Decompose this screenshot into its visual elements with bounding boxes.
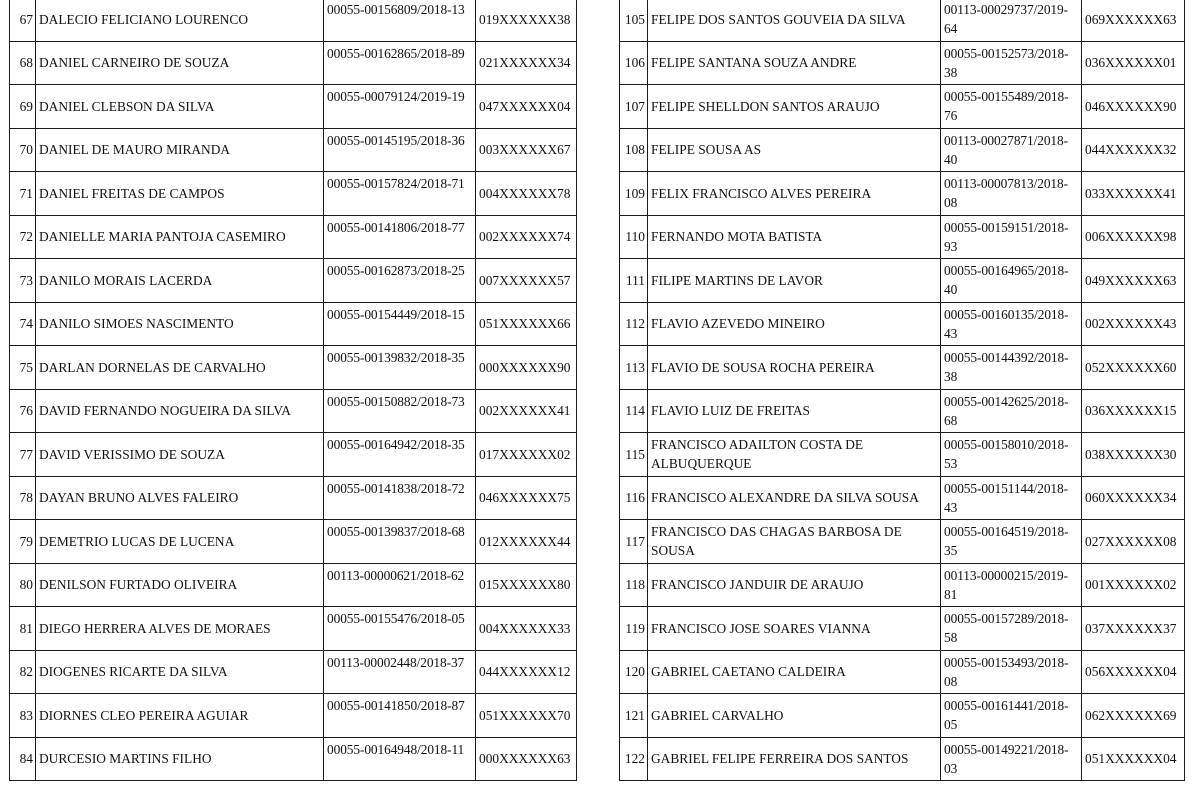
process-number-cell: 00055-00142625/2018-68 xyxy=(941,389,1082,433)
candidate-name-cell: FLAVIO AZEVEDO MINEIRO xyxy=(648,302,941,346)
candidate-name-cell: DANIEL CARNEIRO DE SOUZA xyxy=(36,41,324,85)
row-number-cell: 72 xyxy=(10,215,36,259)
process-number-cell: 00055-00160135/2018-43 xyxy=(941,302,1082,346)
table-row xyxy=(10,0,577,41)
table-row xyxy=(620,607,1185,651)
table-row xyxy=(10,520,577,564)
masked-cpf-cell: 004XXXXXX78 xyxy=(476,172,577,216)
process-number-cell: 00055-00141838/2018-72 xyxy=(324,476,476,520)
table-row xyxy=(620,563,1185,607)
candidate-name-cell: DIEGO HERRERA ALVES DE MORAES xyxy=(36,607,324,651)
masked-cpf-cell: 060XXXXXX34 xyxy=(1082,476,1185,520)
candidate-table-left-body xyxy=(10,0,577,781)
row-number-cell: 70 xyxy=(10,128,36,172)
row-number-cell: 68 xyxy=(10,41,36,85)
candidate-name-cell: FILIPE MARTINS DE LAVOR xyxy=(648,259,941,303)
table-row xyxy=(10,128,577,172)
masked-cpf-cell: 037XXXXXX37 xyxy=(1082,607,1185,651)
process-number-cell: 00055-00154449/2018-15 xyxy=(324,302,476,346)
process-number-cell: 00055-00153493/2018-08 xyxy=(941,650,1082,694)
table-row xyxy=(620,694,1185,738)
candidate-name-cell: FELIX FRANCISCO ALVES PEREIRA xyxy=(648,172,941,216)
table-row xyxy=(620,302,1185,346)
row-number-cell: 69 xyxy=(10,85,36,129)
process-number-cell: 00055-00079124/2019-19 xyxy=(324,85,476,129)
process-number-cell: 00055-00155489/2018-76 xyxy=(941,85,1082,129)
candidate-name-cell: GABRIEL FELIPE FERREIRA DOS SANTOS xyxy=(648,737,941,781)
table-row xyxy=(620,433,1185,477)
masked-cpf-cell: 033XXXXXX41 xyxy=(1082,172,1185,216)
table-row xyxy=(10,41,577,85)
candidate-name-cell: DANILO SIMOES NASCIMENTO xyxy=(36,302,324,346)
candidate-name-cell: DANIEL FREITAS DE CAMPOS xyxy=(36,172,324,216)
masked-cpf-cell: 052XXXXXX60 xyxy=(1082,346,1185,390)
process-number-cell: 00055-00162865/2018-89 xyxy=(324,41,476,85)
process-number-cell: 00113-00002448/2018-37 xyxy=(324,650,476,694)
masked-cpf-cell: 000XXXXXX63 xyxy=(476,737,577,781)
candidate-name-cell: FRANCISCO ADAILTON COSTA DE ALBUQUERQUE xyxy=(648,433,941,477)
candidate-name-cell: FELIPE SHELLDON SANTOS ARAUJO xyxy=(648,85,941,129)
row-number-cell: 105 xyxy=(620,0,648,41)
row-number-cell: 76 xyxy=(10,389,36,433)
table-row xyxy=(620,259,1185,303)
masked-cpf-cell: 027XXXXXX08 xyxy=(1082,520,1185,564)
process-number-cell: 00113-00000621/2018-62 xyxy=(324,563,476,607)
table-row xyxy=(620,346,1185,390)
row-number-cell: 118 xyxy=(620,563,648,607)
table-row xyxy=(620,215,1185,259)
candidate-name-cell: DANILO MORAIS LACERDA xyxy=(36,259,324,303)
table-row xyxy=(10,694,577,738)
table-row xyxy=(620,128,1185,172)
masked-cpf-cell: 049XXXXXX63 xyxy=(1082,259,1185,303)
row-number-cell: 106 xyxy=(620,41,648,85)
row-number-cell: 83 xyxy=(10,694,36,738)
process-number-cell: 00055-00139837/2018-68 xyxy=(324,520,476,564)
process-number-cell: 00055-00151144/2018-43 xyxy=(941,476,1082,520)
masked-cpf-cell: 001XXXXXX02 xyxy=(1082,563,1185,607)
masked-cpf-cell: 019XXXXXX38 xyxy=(476,0,577,41)
table-row xyxy=(620,172,1185,216)
process-number-cell: 00055-00152573/2018-38 xyxy=(941,41,1082,85)
masked-cpf-cell: 002XXXXXX74 xyxy=(476,215,577,259)
masked-cpf-cell: 017XXXXXX02 xyxy=(476,433,577,477)
row-number-cell: 109 xyxy=(620,172,648,216)
process-number-cell: 00055-00157289/2018-58 xyxy=(941,607,1082,651)
candidate-table-right xyxy=(619,0,1185,781)
row-number-cell: 74 xyxy=(10,302,36,346)
candidate-name-cell: DURCESIO MARTINS FILHO xyxy=(36,737,324,781)
process-number-cell: 00113-00000215/2019-81 xyxy=(941,563,1082,607)
row-number-cell: 77 xyxy=(10,433,36,477)
table-row xyxy=(10,563,577,607)
row-number-cell: 73 xyxy=(10,259,36,303)
candidate-table-right-body xyxy=(620,0,1185,781)
process-number-cell: 00055-00139832/2018-35 xyxy=(324,346,476,390)
masked-cpf-cell: 062XXXXXX69 xyxy=(1082,694,1185,738)
process-number-cell: 00055-00150882/2018-73 xyxy=(324,389,476,433)
row-number-cell: 117 xyxy=(620,520,648,564)
table-row xyxy=(10,650,577,694)
process-number-cell: 00055-00164948/2018-11 xyxy=(324,737,476,781)
table-row xyxy=(10,389,577,433)
candidate-name-cell: DIORNES CLEO PEREIRA AGUIAR xyxy=(36,694,324,738)
table-row xyxy=(10,302,577,346)
masked-cpf-cell: 015XXXXXX80 xyxy=(476,563,577,607)
row-number-cell: 107 xyxy=(620,85,648,129)
candidate-name-cell: FELIPE SOUSA AS xyxy=(648,128,941,172)
table-row xyxy=(10,476,577,520)
candidate-name-cell: DIOGENES RICARTE DA SILVA xyxy=(36,650,324,694)
masked-cpf-cell: 002XXXXXX41 xyxy=(476,389,577,433)
table-row xyxy=(10,433,577,477)
process-number-cell: 00055-00145195/2018-36 xyxy=(324,128,476,172)
candidate-name-cell: FRANCISCO JOSE SOARES VIANNA xyxy=(648,607,941,651)
row-number-cell: 114 xyxy=(620,389,648,433)
candidate-name-cell: DEMETRIO LUCAS DE LUCENA xyxy=(36,520,324,564)
candidate-name-cell: FELIPE DOS SANTOS GOUVEIA DA SILVA xyxy=(648,0,941,41)
row-number-cell: 84 xyxy=(10,737,36,781)
masked-cpf-cell: 007XXXXXX57 xyxy=(476,259,577,303)
masked-cpf-cell: 036XXXXXX01 xyxy=(1082,41,1185,85)
process-number-cell: 00055-00158010/2018-53 xyxy=(941,433,1082,477)
candidate-name-cell: DENILSON FURTADO OLIVEIRA xyxy=(36,563,324,607)
candidate-name-cell: FLAVIO LUIZ DE FREITAS xyxy=(648,389,941,433)
masked-cpf-cell: 046XXXXXX75 xyxy=(476,476,577,520)
table-row xyxy=(10,346,577,390)
masked-cpf-cell: 000XXXXXX90 xyxy=(476,346,577,390)
process-number-cell: 00055-00141806/2018-77 xyxy=(324,215,476,259)
masked-cpf-cell: 006XXXXXX98 xyxy=(1082,215,1185,259)
row-number-cell: 110 xyxy=(620,215,648,259)
candidate-name-cell: DANIELLE MARIA PANTOJA CASEMIRO xyxy=(36,215,324,259)
masked-cpf-cell: 051XXXXXX66 xyxy=(476,302,577,346)
table-row xyxy=(620,650,1185,694)
masked-cpf-cell: 036XXXXXX15 xyxy=(1082,389,1185,433)
row-number-cell: 78 xyxy=(10,476,36,520)
candidate-name-cell: FELIPE SANTANA SOUZA ANDRE xyxy=(648,41,941,85)
process-number-cell: 00055-00157824/2018-71 xyxy=(324,172,476,216)
candidate-name-cell: FRANCISCO DAS CHAGAS BARBOSA DE SOUSA xyxy=(648,520,941,564)
candidate-name-cell: DARLAN DORNELAS DE CARVALHO xyxy=(36,346,324,390)
masked-cpf-cell: 069XXXXXX63 xyxy=(1082,0,1185,41)
candidate-name-cell: DAVID FERNANDO NOGUEIRA DA SILVA xyxy=(36,389,324,433)
row-number-cell: 116 xyxy=(620,476,648,520)
row-number-cell: 82 xyxy=(10,650,36,694)
table-row xyxy=(10,85,577,129)
row-number-cell: 80 xyxy=(10,563,36,607)
process-number-cell: 00055-00161441/2018-05 xyxy=(941,694,1082,738)
candidate-name-cell: DALECIO FELICIANO LOURENCO xyxy=(36,0,324,41)
process-number-cell: 00055-00164965/2018-40 xyxy=(941,259,1082,303)
masked-cpf-cell: 044XXXXXX12 xyxy=(476,650,577,694)
table-row xyxy=(620,520,1185,564)
process-number-cell: 00055-00164942/2018-35 xyxy=(324,433,476,477)
process-number-cell: 00055-00156809/2018-13 xyxy=(324,0,476,41)
masked-cpf-cell: 038XXXXXX30 xyxy=(1082,433,1185,477)
table-row xyxy=(620,476,1185,520)
process-number-cell: 00055-00144392/2018-38 xyxy=(941,346,1082,390)
candidate-name-cell: DANIEL CLEBSON DA SILVA xyxy=(36,85,324,129)
table-row xyxy=(10,172,577,216)
row-number-cell: 119 xyxy=(620,607,648,651)
masked-cpf-cell: 044XXXXXX32 xyxy=(1082,128,1185,172)
row-number-cell: 71 xyxy=(10,172,36,216)
row-number-cell: 115 xyxy=(620,433,648,477)
row-number-cell: 108 xyxy=(620,128,648,172)
table-row xyxy=(10,737,577,781)
table-row xyxy=(620,41,1185,85)
process-number-cell: 00113-00027871/2018-40 xyxy=(941,128,1082,172)
process-number-cell: 00055-00164519/2018-35 xyxy=(941,520,1082,564)
table-row xyxy=(10,607,577,651)
table-row xyxy=(620,0,1185,41)
row-number-cell: 122 xyxy=(620,737,648,781)
candidate-name-cell: GABRIEL CAETANO CALDEIRA xyxy=(648,650,941,694)
process-number-cell: 00113-00007813/2018-08 xyxy=(941,172,1082,216)
candidate-name-cell: FERNANDO MOTA BATISTA xyxy=(648,215,941,259)
table-row xyxy=(620,85,1185,129)
process-number-cell: 00055-00155476/2018-05 xyxy=(324,607,476,651)
row-number-cell: 121 xyxy=(620,694,648,738)
masked-cpf-cell: 002XXXXXX43 xyxy=(1082,302,1185,346)
masked-cpf-cell: 056XXXXXX04 xyxy=(1082,650,1185,694)
masked-cpf-cell: 012XXXXXX44 xyxy=(476,520,577,564)
candidate-name-cell: GABRIEL CARVALHO xyxy=(648,694,941,738)
candidate-name-cell: FLAVIO DE SOUSA ROCHA PEREIRA xyxy=(648,346,941,390)
table-row xyxy=(10,259,577,303)
table-row xyxy=(620,389,1185,433)
row-number-cell: 67 xyxy=(10,0,36,41)
row-number-cell: 113 xyxy=(620,346,648,390)
candidate-name-cell: DAVID VERISSIMO DE SOUZA xyxy=(36,433,324,477)
masked-cpf-cell: 051XXXXXX70 xyxy=(476,694,577,738)
table-row xyxy=(620,737,1185,781)
process-number-cell: 00055-00159151/2018-93 xyxy=(941,215,1082,259)
masked-cpf-cell: 047XXXXXX04 xyxy=(476,85,577,129)
process-number-cell: 00055-00162873/2018-25 xyxy=(324,259,476,303)
masked-cpf-cell: 051XXXXXX04 xyxy=(1082,737,1185,781)
row-number-cell: 81 xyxy=(10,607,36,651)
table-row xyxy=(10,215,577,259)
process-number-cell: 00055-00141850/2018-87 xyxy=(324,694,476,738)
candidate-name-cell: FRANCISCO ALEXANDRE DA SILVA SOUSA xyxy=(648,476,941,520)
row-number-cell: 75 xyxy=(10,346,36,390)
row-number-cell: 111 xyxy=(620,259,648,303)
masked-cpf-cell: 021XXXXXX34 xyxy=(476,41,577,85)
row-number-cell: 79 xyxy=(10,520,36,564)
masked-cpf-cell: 003XXXXXX67 xyxy=(476,128,577,172)
row-number-cell: 112 xyxy=(620,302,648,346)
masked-cpf-cell: 004XXXXXX33 xyxy=(476,607,577,651)
process-number-cell: 00113-00029737/2019-64 xyxy=(941,0,1082,41)
process-number-cell: 00055-00149221/2018-03 xyxy=(941,737,1082,781)
row-number-cell: 120 xyxy=(620,650,648,694)
candidate-name-cell: DAYAN BRUNO ALVES FALEIRO xyxy=(36,476,324,520)
candidate-name-cell: DANIEL DE MAURO MIRANDA xyxy=(36,128,324,172)
candidate-table-left xyxy=(9,0,577,781)
candidate-name-cell: FRANCISCO JANDUIR DE ARAUJO xyxy=(648,563,941,607)
masked-cpf-cell: 046XXXXXX90 xyxy=(1082,85,1185,129)
